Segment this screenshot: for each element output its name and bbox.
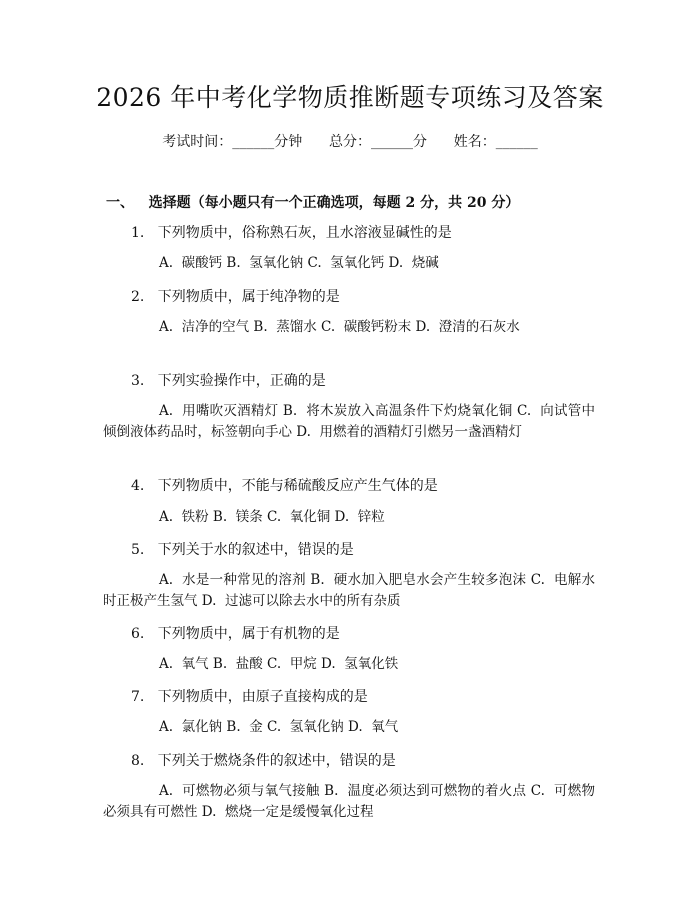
option: C. 氧化铜 [267,509,331,525]
question-options [103,253,595,274]
question-stem: 2. 下列物质中，属于纯净物的是 [131,289,340,305]
option: C. 氢氧化钙 [307,255,385,271]
option: B. 温度必须达到可燃物的着火点 [324,783,527,799]
option: D. 过滤可以除去水中的所有杂质 [201,593,401,609]
option: B. 将木炭放入高温条件下灼烧氧化铜 [282,403,513,419]
option: B. 硬水加入肥皂水会产生较多泡沫 [310,572,527,588]
question-options [103,781,595,823]
option: A. 氯化钠 [159,719,223,735]
option: D. 锌粒 [334,509,385,525]
option: B. 金 [226,719,263,735]
option: C. 氢氧化钠 [267,719,344,735]
option: C. 甲烷 [267,656,317,672]
question-options [103,570,595,612]
question-stem: 7. 下列物质中，由原子直接构成的是 [131,689,368,705]
option: A. 铁粉 [159,509,209,525]
question-options [103,317,595,338]
question-stem: 1. 下列物质中，俗称熟石灰，且水溶液显碱性的是 [131,225,452,241]
question-stem: 8. 下列关于燃烧条件的叙述中，错误的是 [131,753,396,769]
exam-info-line: 考试时间：______分钟 总分：______分 姓名：______ [162,134,538,150]
option: A. 可燃物必须与氧气接触 [159,783,320,799]
option: C. 可燃物必须具有可燃性 [103,783,595,820]
question-stem: 3. 下列实验操作中，正确的是 [131,373,326,389]
option: D. 燃烧一定是缓慢氧化过程 [201,804,374,820]
option: B. 镁条 [212,509,263,525]
option: A. 氧气 [159,656,209,672]
option: D. 氧气 [348,719,399,735]
option: D. 用燃着的酒精灯引燃另一盏酒精灯 [296,424,523,440]
option: C. 碳酸钙粉末 [321,319,412,335]
question-stem: 5. 下列关于水的叙述中，错误的是 [131,542,354,558]
question-options [103,654,595,675]
option: B. 盐酸 [212,656,263,672]
option: D. 氢氧化铁 [321,656,399,672]
option: D. 澄清的石灰水 [415,319,520,335]
option: A. 水是一种常见的溶剂 [159,572,306,588]
option: C. 电解水时正极产生氢气 [103,572,595,609]
option: B. 氢氧化钠 [226,255,304,271]
option: A. 洁净的空气 [159,319,250,335]
option: A. 碳酸钙 [159,255,223,271]
option: A. 用嘴吹灭酒精灯 [159,403,279,419]
question-options [103,717,595,738]
option: D. 烧碱 [388,255,439,271]
page-title: 2026 年中考化学物质推断题专项练习及答案 [96,83,604,112]
question-stem: 6. 下列物质中，属于有机物的是 [131,626,340,642]
option: C. 向试管中倾倒液体药品时，标签朝向手心 [103,403,595,440]
option: B. 蒸馏水 [253,319,317,335]
section-heading: 一、 选择题（每小题只有一个正确选项，每题 2 分，共 20 分） [106,195,520,211]
question-options [103,507,595,528]
question-options [103,401,595,443]
question-stem: 4. 下列物质中，不能与稀硫酸反应产生气体的是 [131,478,438,494]
